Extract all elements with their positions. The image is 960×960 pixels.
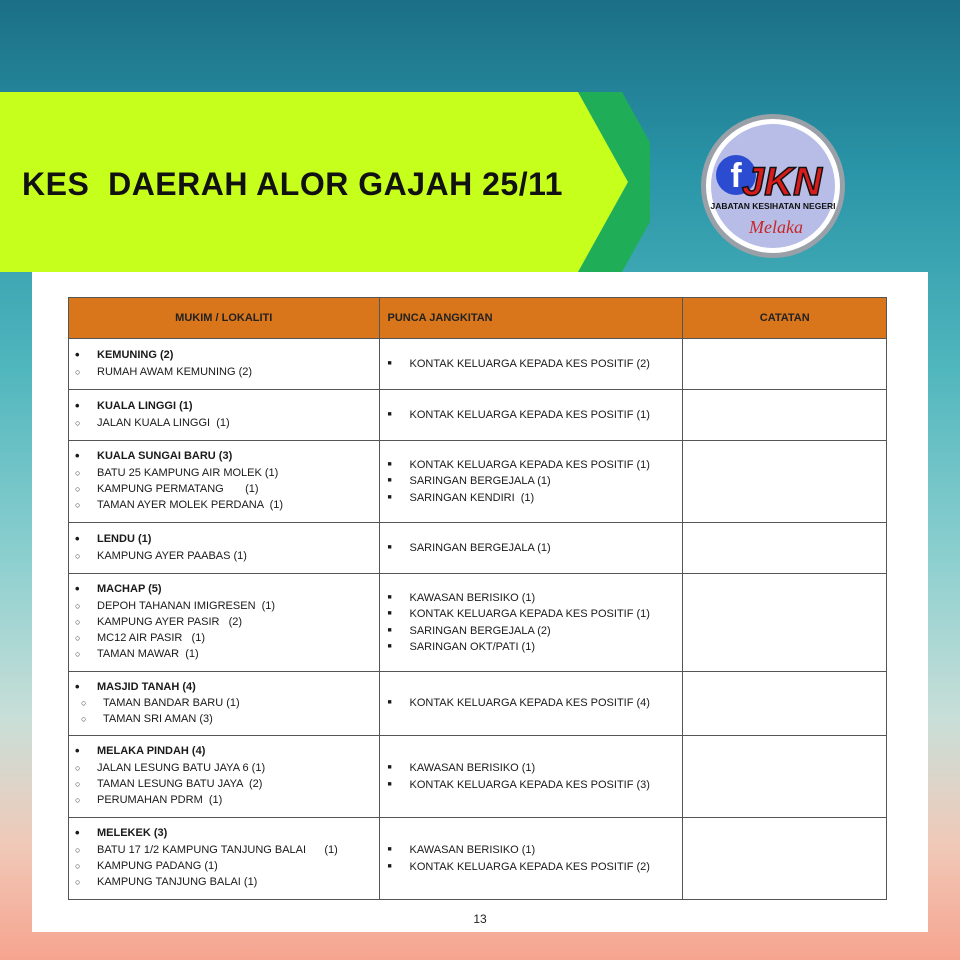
table-row (69, 523, 887, 574)
locality-name: TAMAN AYER MOLEK PERDANA (1) (97, 499, 284, 512)
cause-text: KONTAK KELUARGA KEPADA KES POSITIF (1) (409, 608, 650, 621)
mukim-name: MELAKA PINDAH (4) (97, 745, 206, 758)
logo-initials: JKN (741, 160, 823, 204)
mukim-cell (69, 390, 380, 441)
mukim-name: MASJID TANAH (4) (97, 680, 196, 693)
cause-text: SARINGAN BERGEJALA (2) (409, 624, 551, 637)
circle-bullet-icon: ○ (75, 844, 81, 855)
cause-text: KAWASAN BERISIKO (1) (409, 844, 536, 857)
bullet-icon: • (75, 347, 80, 363)
locality-name: MC12 AIR PASIR (1) (97, 632, 205, 645)
punca-cell (379, 441, 683, 523)
mukim-name: MELEKEK (3) (97, 827, 168, 840)
catatan-cell (683, 736, 887, 818)
circle-bullet-icon: ○ (75, 649, 81, 660)
locality-name: TAMAN BANDAR BARU (1) (103, 696, 240, 709)
square-bullet-icon: ■ (387, 543, 392, 551)
locality-name: TAMAN SRI AMAN (3) (103, 713, 213, 726)
punca-cell (379, 574, 683, 672)
table-row (69, 339, 887, 390)
catatan-cell (683, 339, 887, 390)
mukim-name: MACHAP (5) (97, 583, 162, 596)
punca-cell (379, 818, 683, 900)
cause-text: KONTAK KELUARGA KEPADA KES POSITIF (4) (409, 697, 650, 710)
table-row (69, 390, 887, 441)
punca-cell (379, 672, 683, 736)
circle-bullet-icon: ○ (75, 500, 81, 511)
header-punca: PUNCA JANGKITAN (379, 298, 683, 339)
circle-bullet-icon: ○ (75, 779, 81, 789)
logo-line: JABATAN KESIHATAN NEGERI (710, 201, 836, 211)
circle-bullet-icon: ○ (75, 417, 81, 428)
bullet-icon: • (75, 678, 80, 694)
bullet-icon: • (75, 743, 80, 759)
square-bullet-icon: ■ (387, 846, 392, 854)
square-bullet-icon: ■ (387, 642, 392, 650)
square-bullet-icon: ■ (387, 862, 392, 870)
locality-name: JALAN KUALA LINGGI (1) (97, 416, 230, 429)
locality-name: KAMPUNG AYER PAABAS (1) (97, 549, 247, 562)
cause-text: SARINGAN BERGEJALA (1) (409, 475, 551, 488)
circle-bullet-icon: ○ (75, 762, 81, 773)
mukim-name: LENDU (1) (97, 533, 152, 546)
locality-name: KAMPUNG TANJUNG BALAI (1) (97, 876, 258, 889)
square-bullet-icon: ■ (387, 477, 392, 485)
square-bullet-icon: ■ (387, 764, 392, 772)
mukim-name: KEMUNING (2) (97, 349, 174, 362)
locality-name: PERUMAHAN PDRM (1) (97, 794, 223, 807)
catatan-cell (683, 441, 887, 523)
bullet-icon: • (75, 825, 80, 841)
circle-bullet-icon: ○ (81, 697, 87, 708)
table-row (69, 672, 887, 736)
circle-bullet-icon: ○ (75, 616, 81, 627)
square-bullet-icon: ■ (387, 359, 392, 367)
punca-cell (379, 339, 683, 390)
locality-name: TAMAN LESUNG BATU JAYA (2) (97, 778, 263, 790)
logo-script: Melaka (749, 217, 803, 237)
circle-bullet-icon: ○ (75, 484, 81, 494)
mukim-cell (69, 574, 380, 672)
cause-text: SARINGAN OKT/PATI (1) (409, 640, 535, 653)
square-bullet-icon: ■ (387, 780, 392, 788)
locality-name: TAMAN MAWAR (1) (97, 648, 199, 661)
cause-text: SARINGAN KENDIRI (1) (409, 491, 535, 504)
circle-bullet-icon: ○ (81, 714, 87, 725)
bullet-icon: • (75, 448, 80, 464)
table-row (69, 441, 887, 523)
locality-name: KAMPUNG AYER PASIR (2) (97, 615, 243, 628)
table-row (69, 736, 887, 818)
table-body (69, 339, 887, 900)
cause-text: KONTAK KELUARGA KEPADA KES POSITIF (1) (409, 408, 650, 421)
cause-text: KAWASAN BERISIKO (1) (409, 591, 536, 604)
circle-bullet-icon: ○ (75, 600, 81, 611)
header-catatan: CATATAN (683, 298, 887, 339)
locality-name: KAMPUNG PADANG (1) (97, 860, 218, 872)
circle-bullet-icon: ○ (75, 877, 81, 888)
cause-text: KONTAK KELUARGA KEPADA KES POSITIF (2) (409, 860, 650, 873)
square-bullet-icon: ■ (387, 461, 392, 469)
mukim-cell (69, 339, 380, 390)
catatan-cell (683, 523, 887, 574)
cause-text: KAWASAN BERISIKO (1) (409, 762, 536, 775)
locality-name: JALAN LESUNG BATU JAYA 6 (1) (97, 761, 266, 774)
cause-text: KONTAK KELUARGA KEPADA KES POSITIF (2) (409, 357, 650, 370)
punca-cell (379, 736, 683, 818)
punca-cell (379, 523, 683, 574)
square-bullet-icon: ■ (387, 610, 392, 618)
table-header-row (69, 298, 887, 339)
square-bullet-icon: ■ (387, 699, 392, 707)
document-page (32, 272, 928, 932)
locality-name: BATU 25 KAMPUNG AIR MOLEK (1) (97, 466, 279, 479)
bullet-icon: • (75, 398, 80, 414)
cause-text: KONTAK KELUARGA KEPADA KES POSITIF (1) (409, 459, 650, 472)
circle-bullet-icon: ○ (75, 550, 81, 561)
cause-text: SARINGAN BERGEJALA (1) (409, 541, 551, 554)
locality-name: RUMAH AWAM KEMUNING (2) (97, 365, 253, 378)
catatan-cell (683, 390, 887, 441)
catatan-cell (683, 672, 887, 736)
mukim-cell (69, 672, 380, 736)
mukim-cell (69, 441, 380, 523)
mukim-cell (69, 818, 380, 900)
header-mukim: MUKIM / LOKALITI (69, 298, 380, 339)
bullet-icon: • (75, 581, 80, 597)
locality-name: BATU 17 1/2 KAMPUNG TANJUNG BALAI (1) (97, 843, 338, 856)
bullet-icon: • (75, 531, 80, 547)
square-bullet-icon: ■ (387, 493, 392, 501)
punca-cell (379, 390, 683, 441)
mukim-name: KUALA LINGGI (1) (97, 400, 193, 413)
mukim-name: KUALA SUNGAI BARU (3) (97, 450, 233, 463)
cases-table (68, 297, 887, 900)
square-bullet-icon: ■ (387, 593, 392, 601)
table-row (69, 818, 887, 900)
circle-bullet-icon: ○ (75, 633, 81, 644)
mukim-cell (69, 736, 380, 818)
mukim-cell (69, 523, 380, 574)
page-number: 13 (473, 912, 487, 926)
circle-bullet-icon: ○ (75, 795, 81, 806)
square-bullet-icon: ■ (387, 626, 392, 634)
circle-bullet-icon: ○ (75, 366, 81, 377)
table-row (69, 574, 887, 672)
logo-letter: f (730, 157, 742, 195)
square-bullet-icon: ■ (387, 410, 392, 418)
page-title: KES DAERAH ALOR GAJAH 25/11 (22, 166, 563, 202)
cause-text: KONTAK KELUARGA KEPADA KES POSITIF (3) (409, 778, 650, 791)
circle-bullet-icon: ○ (75, 467, 81, 478)
circle-bullet-icon: ○ (75, 861, 81, 871)
locality-name: DEPOH TAHANAN IMIGRESEN (1) (97, 599, 276, 612)
jkn-logo (700, 113, 846, 259)
catatan-cell (683, 818, 887, 900)
catatan-cell (683, 574, 887, 672)
locality-name: KAMPUNG PERMATANG (1) (97, 483, 259, 495)
